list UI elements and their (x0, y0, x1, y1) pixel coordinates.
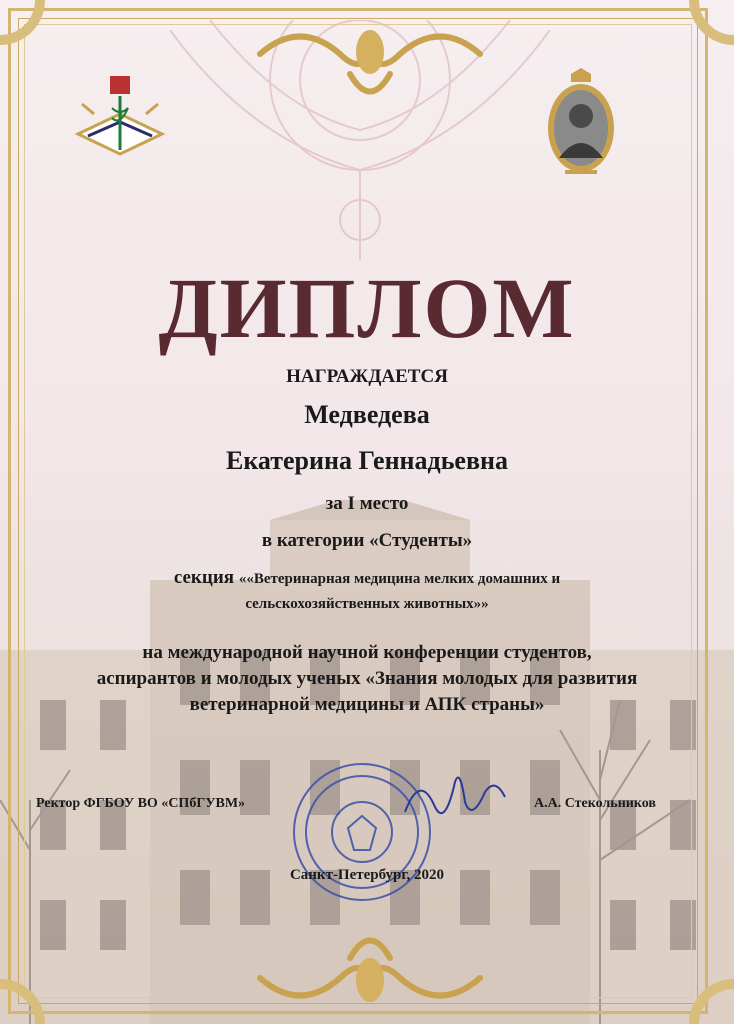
awarded-label: НАГРАЖДАЕТСЯ (286, 366, 448, 387)
university-emblem-icon (74, 74, 166, 174)
gold-ornament-top (240, 14, 500, 109)
diploma-title: ДИПЛОМ (158, 260, 576, 356)
conference-line3: ветеринарной медицины и АПК страны» (189, 694, 545, 715)
conference-line2: аспирантов и молодых ученых «Знания молодых для развития (96, 668, 638, 689)
award-place: за I место (325, 493, 409, 514)
section-name-line1: ««Ветеринарная медицина мелких домашних и (238, 571, 561, 587)
award-category: в категории «Студенты» (261, 530, 473, 551)
recipient-surname: Медведева (304, 400, 430, 429)
gold-ornament-bottom (240, 918, 500, 1018)
recipient-given-names: Екатерина Геннадьевна (225, 446, 508, 475)
conference-block (0, 640, 734, 718)
rector-name: А.А. Стекольников (534, 796, 656, 811)
signature-icon (400, 762, 510, 832)
section-label: секция (173, 567, 235, 588)
section-block (0, 566, 734, 616)
portrait-medallion-icon (545, 68, 617, 180)
conference-line1: на международной научной конференции студентов, (142, 642, 592, 663)
rector-title: Ректор ФГБОУ ВО «СПбГУВМ» (36, 796, 246, 811)
city-year: Санкт-Петербург, 2020 (289, 867, 445, 883)
section-name-line2: сельскохозяйственных животных»» (245, 596, 489, 612)
